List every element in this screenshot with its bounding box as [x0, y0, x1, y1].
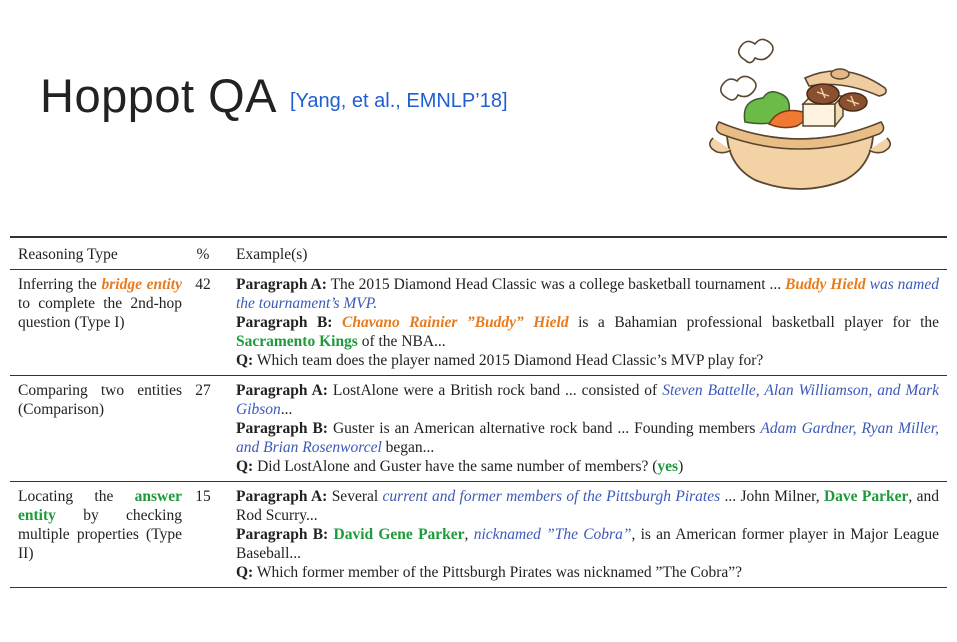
- example-cell: Paragraph A: Several current and former members of the Pittsburgh Pirates ... John Milner, Dave Parker, and Rod Scurry... Paragraph B: David Gene Parker, nicknamed ”The Cobra”, is an American former player in Major League Baseball... Q: Which former member of the Pittsburgh Pirates was nicknamed ”The Cobra”?: [236, 488, 940, 581]
- citation: [Yang, et al., EMNLP’18]: [290, 90, 508, 112]
- slide-title: Hoppot QA: [40, 69, 278, 122]
- example-cell: Paragraph A: The 2015 Diamond Head Classic was a college basketball tournament ... Buddy Hield was named the tournament’s MVP. Paragraph B: Chavano Rainier ”Buddy” Hield is a Bahamian professional basketball player for the Sacramento Kings of the NBA... Q: Which team does the player named 2015 Diamond Head Classic’s MVP play for?: [236, 276, 940, 369]
- header-reasoning-type: Reasoning Type: [18, 246, 118, 263]
- header-examples: Example(s): [236, 246, 308, 263]
- percent-cell: 42: [195, 276, 211, 293]
- header-percent: %: [196, 246, 210, 263]
- percent-cell: 27: [195, 382, 211, 399]
- percent-cell: 15: [195, 488, 211, 505]
- table-row: [10, 482, 947, 587]
- reasoning-type-cell: Inferring the bridge entity to complete the 2nd-hop question (Type I): [18, 276, 182, 331]
- example-cell: Paragraph A: LostAlone were a British rock band ... consisted of Steven Battelle, Alan Williamson, and Mark Gibson... Paragraph B: Guster is an American alternative rock band ... Founding members Adam Gardner, Ryan Miller, and Brian Rosenworcel began... Q: Did LostAlone and Guster have the same number of members? (yes): [236, 382, 940, 475]
- table-header: [10, 238, 947, 269]
- hotpot-icon: [705, 38, 895, 198]
- reasoning-type-cell: Comparing two entities (Comparison): [18, 382, 182, 418]
- reasoning-type-cell: Locating the answer entity by checking multiple properties (Type II): [18, 488, 182, 562]
- table-row: [10, 376, 947, 481]
- reasoning-table: [10, 236, 947, 588]
- table-row: [10, 270, 947, 375]
